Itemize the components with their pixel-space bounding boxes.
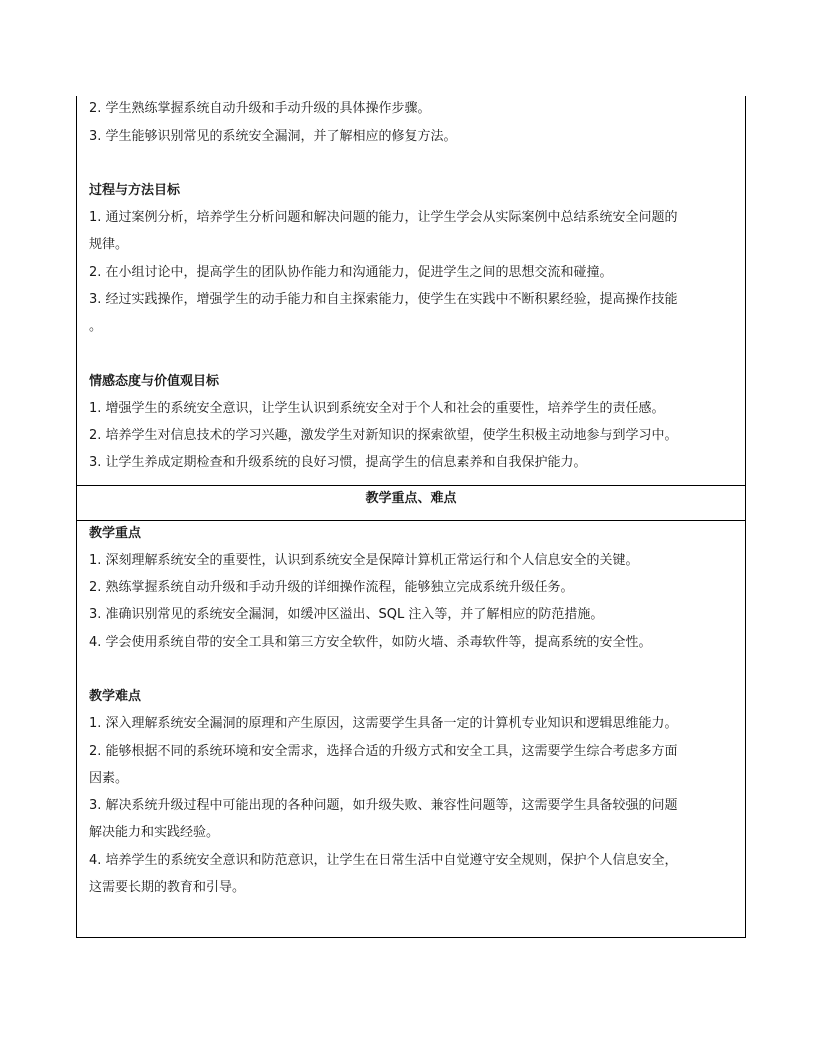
difficult-item-4: 4. 培养学生的系统安全意识和防范意识，让学生在日常生活中自觉遵守安全规则，保护个人信息安全， (89, 853, 678, 868)
emotion-item-3: 3. 让学生养成定期检查和升级系统的良好习惯，提高学生的信息素养和自我保护能力。 (89, 455, 587, 470)
difficult-item-3: 3. 解决系统升级过程中可能出现的各种问题，如升级失败、兼容性问题等，这需要学生具备较强的问题 (89, 798, 678, 813)
process-item-3: 3. 经过实践操作，增强学生的动手能力和自主探索能力，使学生在实践中不断积累经验，提高操作技能 (89, 292, 678, 307)
lesson-plan-table (76, 96, 746, 938)
key-item-2: 2. 熟练掌握系统自动升级和手动升级的详细操作流程，能够独立完成系统升级任务。 (89, 580, 574, 595)
process-item-1-cont: 规律。 (89, 237, 129, 252)
emotion-item-2: 2. 培养学生对信息技术的学习兴趣，激发学生对新知识的探索欲望，使学生积极主动地参与到学习中。 (89, 428, 678, 443)
difficult-item-4-cont: 这需要长期的教育和引导。 (89, 880, 246, 895)
difficult-item-3-cont: 解决能力和实践经验。 (89, 825, 220, 840)
key-difficult-band-title: 教学重点、难点 (365, 491, 457, 506)
process-goals-heading: 过程与方法目标 (89, 183, 181, 198)
key-item-4: 4. 学会使用系统自带的安全工具和第三方安全软件，如防火墙、杀毒软件等，提高系统的安全性。 (89, 635, 652, 650)
emotion-item-1: 1. 增强学生的系统安全意识，让学生认识到系统安全对于个人和社会的重要性，培养学生的责任感。 (89, 401, 665, 416)
knowledge-item-2: 2. 学生熟练掌握系统自动升级和手动升级的具体操作步骤。 (89, 101, 431, 116)
row-divider-top (77, 485, 745, 486)
row-divider-bottom (77, 520, 745, 521)
difficult-item-2: 2. 能够根据不同的系统环境和安全需求，选择合适的升级方式和安全工具，这需要学生综合考虑多方面 (89, 744, 678, 759)
difficult-item-1: 1. 深入理解系统安全漏洞的原理和产生原因，这需要学生具备一定的计算机专业知识和逻辑思维能力。 (89, 716, 678, 731)
emotion-goals-heading: 情感态度与价值观目标 (89, 374, 220, 389)
knowledge-item-3: 3. 学生能够识别常见的系统安全漏洞，并了解相应的修复方法。 (89, 129, 457, 144)
process-item-2: 2. 在小组讨论中，提高学生的团队协作能力和沟通能力，促进学生之间的思想交流和碰撞。 (89, 265, 613, 280)
process-item-1: 1. 通过案例分析，培养学生分析问题和解决问题的能力，让学生学会从实际案例中总结系统安全问题的 (89, 210, 678, 225)
key-points-heading: 教学重点 (89, 526, 142, 541)
key-item-1: 1. 深刻理解系统安全的重要性，认识到系统安全是保障计算机正常运行和个人信息安全的关键。 (89, 553, 639, 568)
key-item-3: 3. 准确识别常见的系统安全漏洞，如缓冲区溢出、SQL 注入等，并了解相应的防范措施。 (89, 607, 604, 622)
process-item-3-cont: 。 (89, 319, 103, 334)
difficult-points-heading: 教学难点 (89, 689, 142, 704)
difficult-item-2-cont: 因素。 (89, 771, 129, 786)
